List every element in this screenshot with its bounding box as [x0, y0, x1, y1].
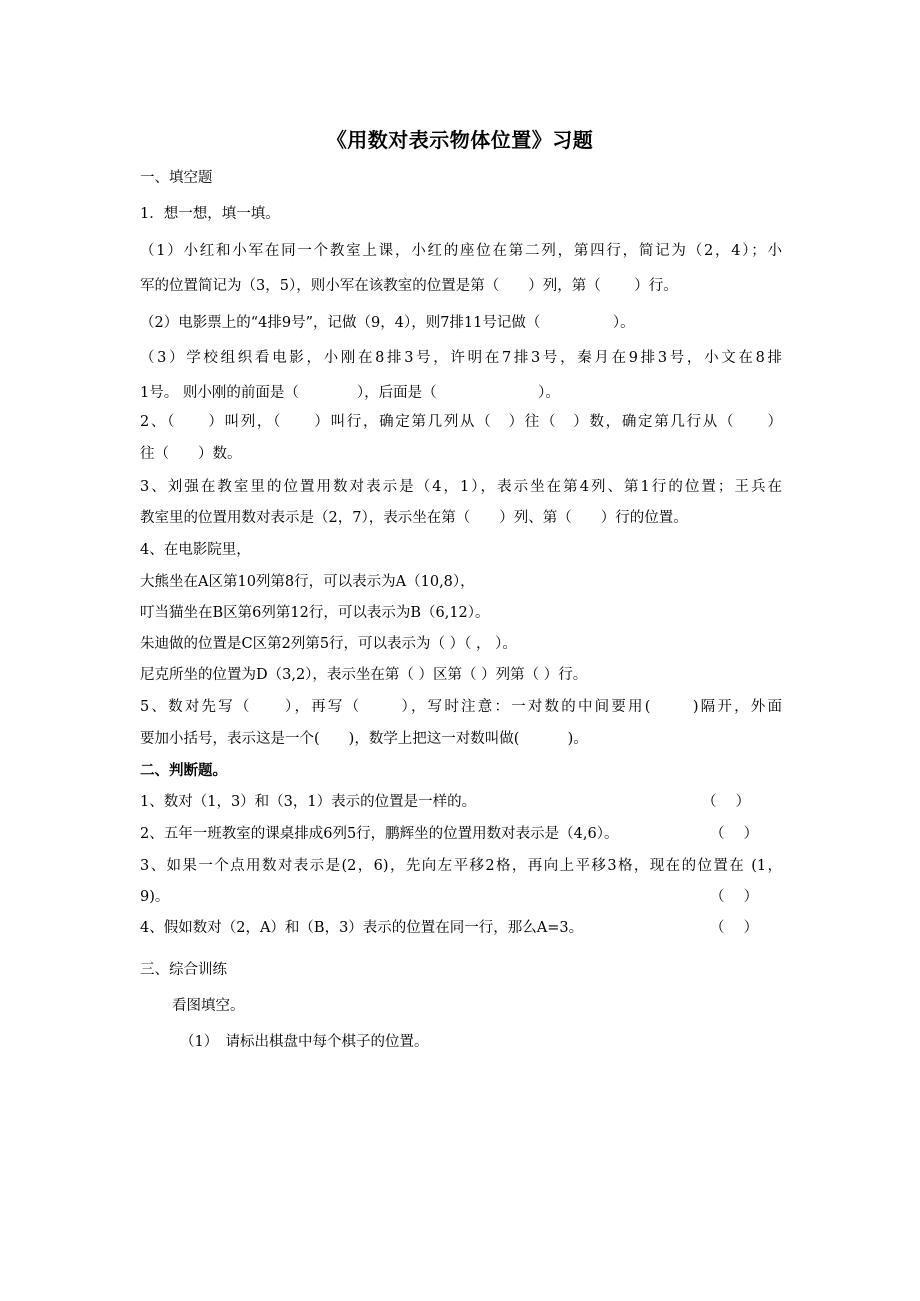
q4-line2: 叮当猫坐在B区第6列第12行，可以表示为B（6,12）。	[140, 605, 490, 621]
section1-heading: 一、填空题	[140, 170, 213, 186]
judge-item-2-text: 2、五年一班教室的课桌排成6列5行，鹏辉坐的位置用数对表示是（4,6）。	[140, 826, 619, 842]
judge-item-3-mark: （ ）	[710, 889, 759, 905]
q4-line1: 大熊坐在A区第10列第8行，可以表示为A（10,8），	[140, 574, 475, 590]
q1-part3-line2: 1号。 则小刚的前面是（ ），后面是（ ）。	[140, 385, 560, 401]
q2-line1: 2、（ ）叫列，（ ）叫行，确定第几列从（ ）往（ ）数，确定第几行从（ ）	[140, 414, 782, 430]
q5-line2: 要加小括号，表示这是一个( )，数学上把这一对数叫做( )。	[140, 731, 588, 747]
section3-heading: 三、综合训练	[140, 962, 227, 978]
q4-line3: 朱迪做的位置是C区第2列第5行，可以表示为（ ）（ ， ）。	[140, 636, 517, 652]
section3-item1: （1） 请标出棋盘中每个棋子的位置。	[180, 1034, 429, 1050]
q3-line1: 3、刘强在教室里的位置用数对表示是（4，1），表示坐在第4列、第1行的位置；王兵在	[140, 479, 782, 495]
judge-item-4-mark: （ ）	[710, 920, 759, 936]
judge-item-3-line1: 3、如果一个点用数对表示是(2，6)，先向左平移2格，再向上平移3格，现在的位置在 (1，	[140, 858, 782, 874]
q1-label: 1．想一想，填一填。	[140, 206, 280, 222]
section2-heading: 二、判断题。	[140, 762, 227, 779]
q3-line2: 教室里的位置用数对表示是（2，7），表示坐在第（ ）列、第（ ）行的位置。	[140, 510, 688, 526]
section3-sub: 看图填空。	[172, 998, 245, 1014]
judge-item-3-line2: 9)。	[140, 889, 170, 905]
judge-item-2-mark: （ ）	[710, 826, 759, 842]
page-title: 《用数对表示物体位置》习题	[326, 128, 594, 152]
judge-item-1-text: 1、数对（1，3）和（3，1）表示的位置是一样的。	[140, 794, 477, 810]
q1-part1-line1: （1）小红和小军在同一个教室上课，小红的座位在第二列，第四行，简记为（2，4）；小	[140, 243, 782, 259]
q5-line1: 5、数对先写（ ），再写（ ），写时注意：一对数的中间要用( )隔开，外面	[140, 699, 782, 715]
q2-line2: 往（ ）数。	[140, 446, 242, 462]
q1-part1-line2: 军的位置简记为（3，5），则小军在该教室的位置是第（ ）列，第（ ）行。	[140, 278, 678, 294]
q1-part2: （2）电影票上的“4排9号”，记做（9，4），则7排11号记做（ ）。	[140, 315, 635, 331]
q4-intro: 4、在电影院里，	[140, 542, 251, 558]
judge-item-4-text: 4、假如数对（2，A）和（B，3）表示的位置在同一行，那么A=3。	[140, 920, 584, 936]
q4-line4: 尼克所坐的位置为D（3,2），表示坐在第（ ）区第（ ）列第（ ）行。	[140, 667, 588, 683]
judge-item-1-mark: （ ）	[702, 794, 751, 810]
q1-part3-line1: （3）学校组织看电影，小刚在8排3号，许明在7排3号，秦月在9排3号，小文在8排	[140, 350, 782, 366]
